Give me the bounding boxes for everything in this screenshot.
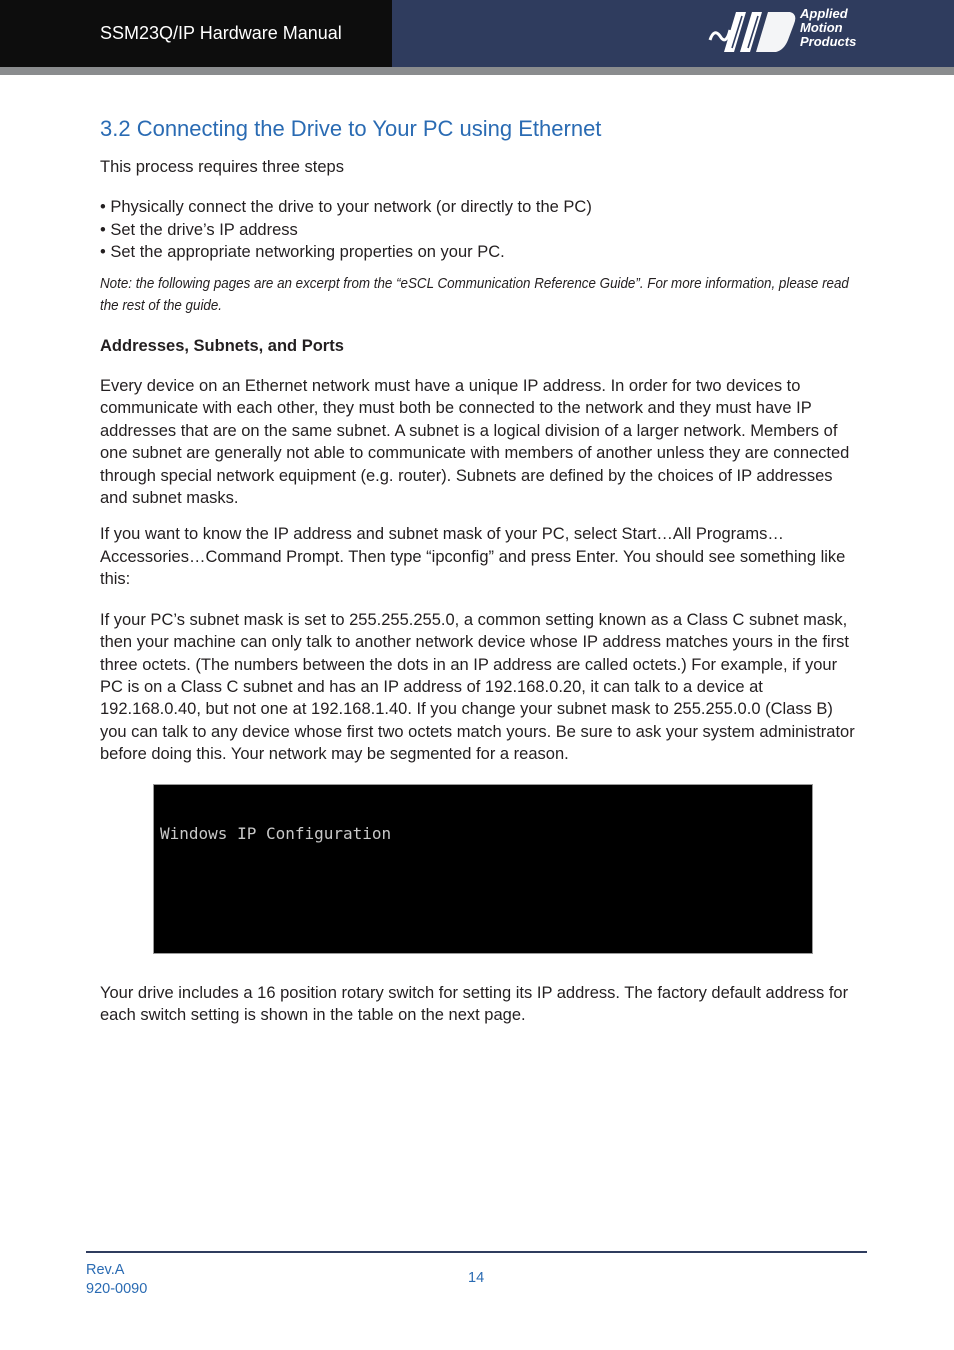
document-number: 920-0090 [86,1281,148,1297]
console-line [160,876,806,893]
paragraph-rotary-switch: Your drive includes a 16 position rotary switch for setting its IP address. The factory default address for each switch setting is shown in the table on the next page. [100,983,849,1024]
header-divider [0,67,954,75]
subsection-heading: Addresses, Subnets, and Ports [100,336,344,355]
ipconfig-screenshot [153,784,813,954]
manual-title: SSM23Q/IP Hardware Manual [100,23,342,43]
list-item: • Set the appropriate networking properties on your PC. [100,243,505,262]
page-content [100,116,860,1026]
console-line [160,927,806,944]
intro-text: This process requires three steps [100,158,344,176]
reference-note: Note: the following pages are an excerpt from the “eSCL Communication Reference Guide”. For more information, please read the rest of the guide. [100,275,849,314]
steps-list [100,196,860,263]
list-item: • Physically connect the drive to your network (or directly to the PC) [100,198,592,217]
page-header [0,0,954,67]
list-item: • Set the drive’s IP address [100,220,298,239]
page-number: 14 [468,1270,485,1286]
company-logo-text: Applied Motion Products [800,6,857,49]
paragraph-subnet-mask: If your PC’s subnet mask is set to 255.255.255.0, a common setting known as a Class C subnet mask, then your machine can only talk to another network device whose IP address matches yours in the first three octets. (The numbers between the dots in an IP address are called octets.) For example, if your PC is on a Class C subnet and has an IP address of 192.168.0.20, it can talk to a device at 192.168.0.40, but not one at 192.168.1.40. If you change your subnet mask to 255.255.0.0 (Class B) you can talk to any device whose first two octets match yours. Be sure to ask your system administrator before doing this. Your network may be segmented for a reason. [100,610,855,764]
console-line: Windows IP Configuration [160,823,392,843]
revision-label: Rev.A [86,1262,125,1278]
paragraph-ipconfig: If you want to know the IP address and subnet mask of your PC, select Start…All Programs…Accessories…Command Prompt. Then type “ipconfig” and press Enter. You should see something like this: [100,525,846,589]
header-title-band [0,0,392,67]
section-heading: 3.2 Connecting the Drive to Your PC using Ethernet [100,116,602,141]
footer-divider [86,1251,867,1253]
footer-revision [86,1261,147,1299]
paragraph-ip-addresses: Every device on an Ethernet network must have a unique IP address. In order for two devices to communicate with each other, they must both be connected to the network and they must have IP addresses that are on the same subnet. A subnet is a logical division of a larger network. Members of one subnet are generally not able to communicate with members of another unless they are connected through special network equipment (e.g. router). Subnets are defined by the choices of IP addresses and subnet masks. [100,377,850,508]
